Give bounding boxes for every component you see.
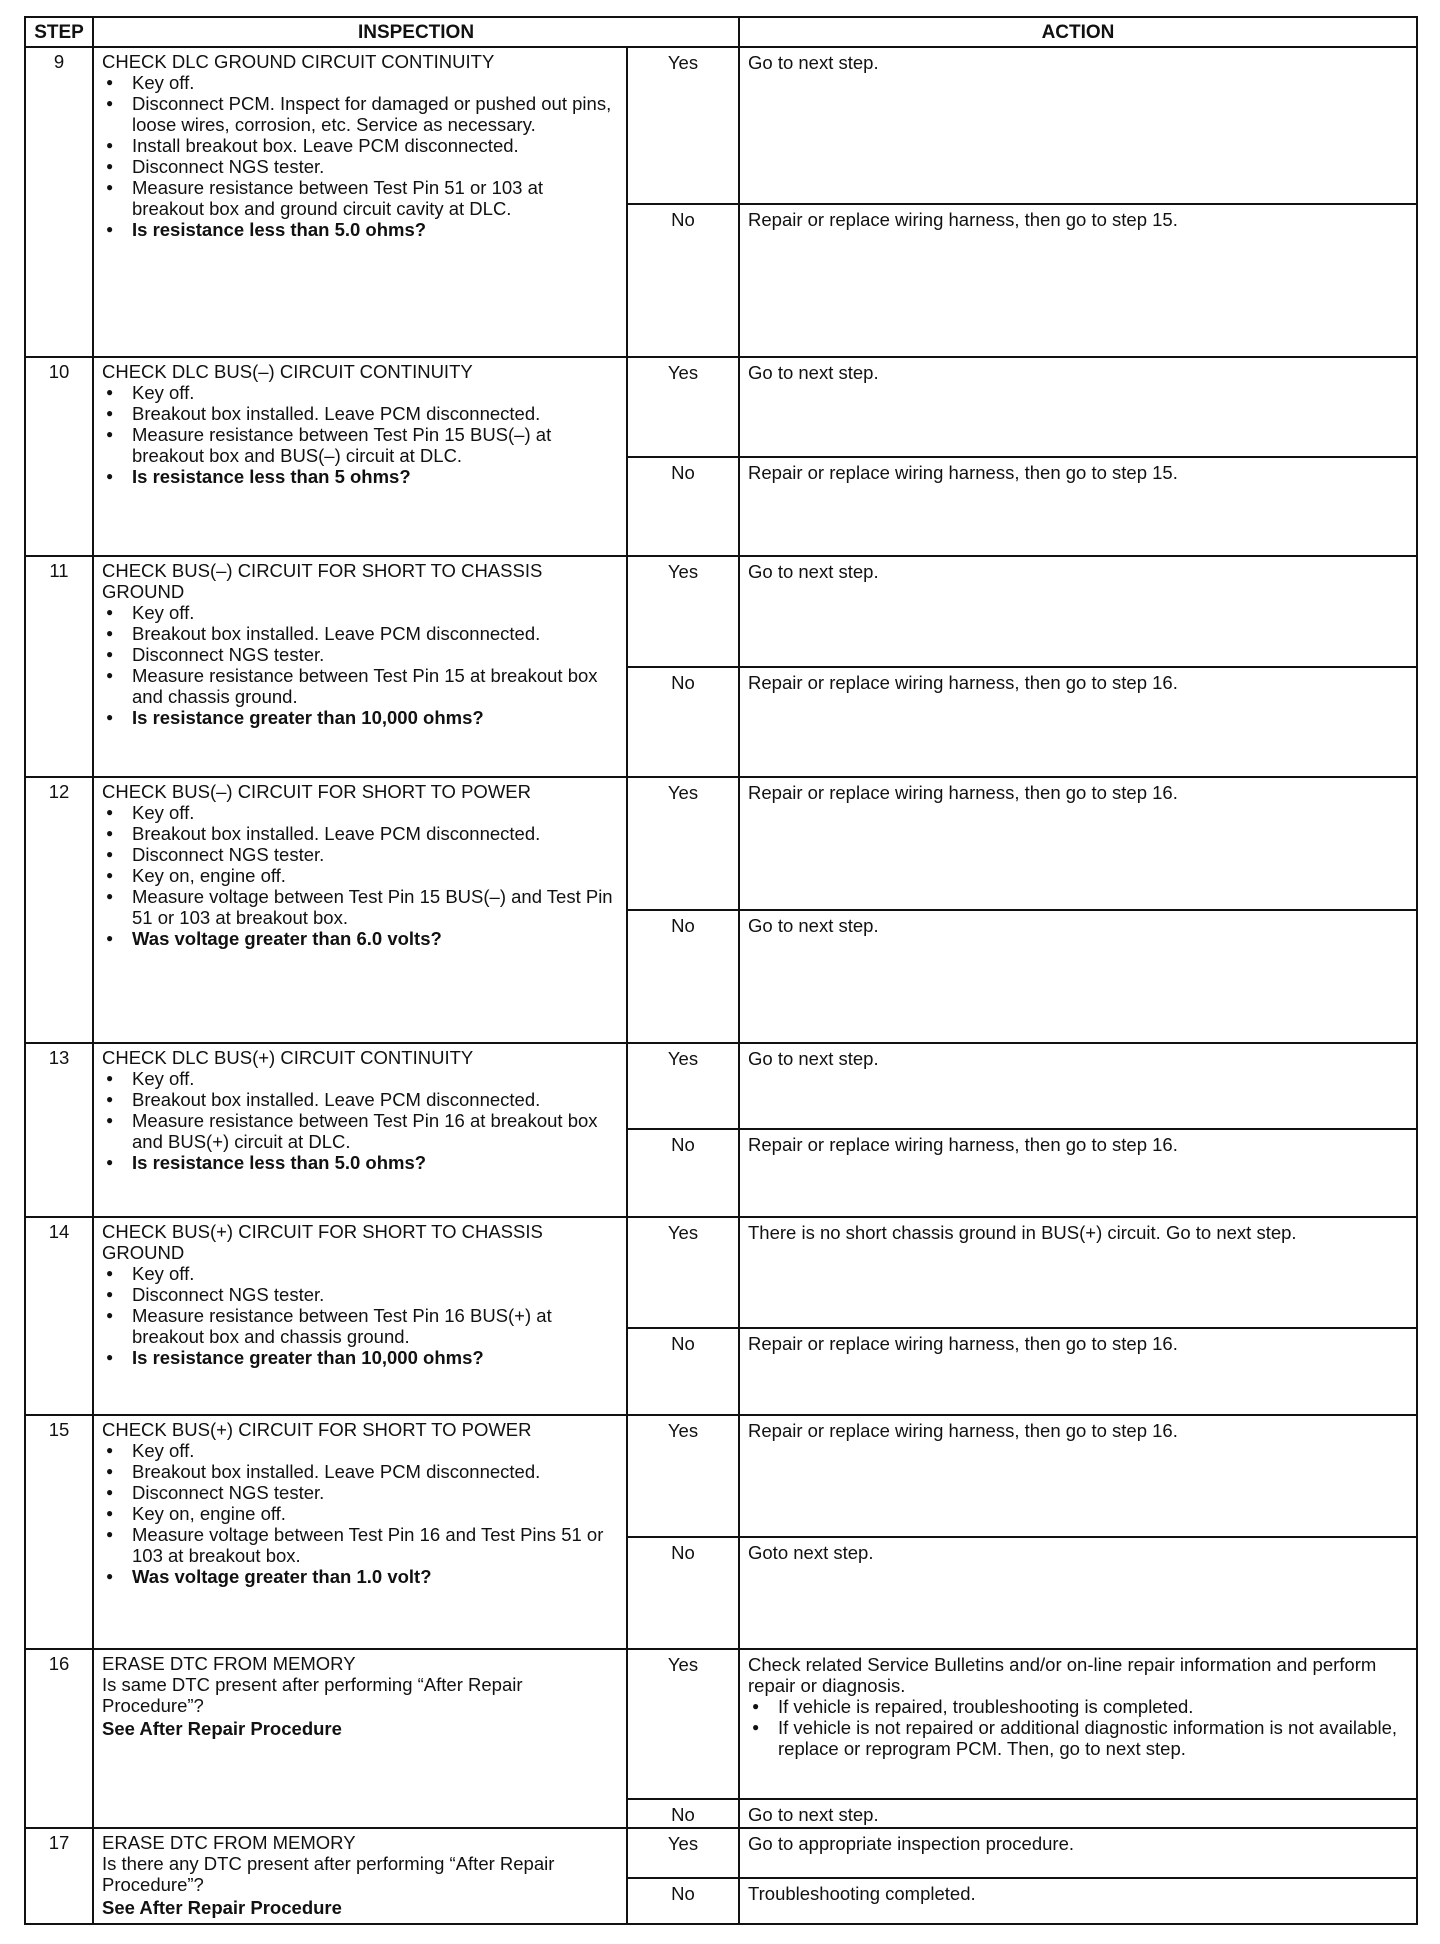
inspection-list [102,1263,618,1368]
inspection-question: ● Is resistance less than 5.0 ohms? [132,1152,618,1173]
list-item: ● Key off. [132,72,618,93]
no-action: Repair or replace wiring harness, then go to step 15. [739,204,1417,357]
inspection-question: ● Is resistance less than 5 ohms? [132,466,618,487]
inspection-text: Is there any DTC present after performing “After Repair Procedure”? [102,1853,555,1895]
step-number: 13 [25,1043,93,1217]
table-row [25,1217,1417,1328]
inspection-text: Is same DTC present after performing “After Repair Procedure”? [102,1674,523,1716]
list-item: ● Disconnect NGS tester. [132,1482,618,1503]
list-item: ● Disconnect NGS tester. [132,156,618,177]
yes-label: Yes [627,556,739,667]
list-item: ● If vehicle is not repaired or additional diagnostic information is not available, replace or reprogram PCM. Then, go to next step. [778,1717,1408,1759]
list-item: ● Measure resistance between Test Pin 51 or 103 at breakout box and ground circuit cavity at DLC. [132,177,618,219]
list-item: ● Measure voltage between Test Pin 15 BUS(–) and Test Pin 51 or 103 at breakout box. [132,886,618,928]
step-number: 11 [25,556,93,777]
list-item: ● Breakout box installed. Leave PCM disconnected. [132,403,618,424]
no-label: No [627,457,739,556]
document-page [24,16,1416,1925]
table-row [25,1415,1417,1537]
inspection-list [102,602,618,728]
no-action: Repair or replace wiring harness, then go to step 16. [739,1129,1417,1217]
list-item: ● Install breakout box. Leave PCM disconnected. [132,135,618,156]
yes-label: Yes [627,1217,739,1328]
inspection-cell [93,1415,627,1649]
list-item: ● Measure resistance between Test Pin 16 at breakout box and BUS(+) circuit at DLC. [132,1110,618,1152]
list-item: ● Disconnect NGS tester. [132,1284,618,1305]
inspection-title: CHECK BUS(–) CIRCUIT FOR SHORT TO CHASSIS GROUND [102,560,543,602]
inspection-list [102,1440,618,1587]
yes-action: Go to appropriate inspection procedure. [739,1828,1417,1878]
header-step: STEP [25,17,93,47]
yes-label: Yes [627,1043,739,1129]
list-item: ● Key off. [132,382,618,403]
no-action: Troubleshooting completed. [739,1878,1417,1924]
list-item: ● Breakout box installed. Leave PCM disconnected. [132,1461,618,1482]
no-action: Repair or replace wiring harness, then go to step 15. [739,457,1417,556]
no-action: Go to next step. [739,910,1417,1043]
list-item: ● Key off. [132,602,618,623]
table-row [25,357,1417,457]
list-item: ● Measure resistance between Test Pin 15 BUS(–) at breakout box and BUS(–) circuit at DLC. [132,424,618,466]
inspection-question: ● Is resistance greater than 10,000 ohms? [132,707,618,728]
no-label: No [627,1799,739,1828]
step-number: 17 [25,1828,93,1924]
yes-action: Go to next step. [739,1043,1417,1129]
inspection-title: CHECK BUS(+) CIRCUIT FOR SHORT TO CHASSIS GROUND [102,1221,543,1263]
inspection-list [102,72,618,240]
inspection-question: ● Is resistance greater than 10,000 ohms? [132,1347,618,1368]
inspection-list [102,382,618,487]
list-item: ● Key off. [132,1263,618,1284]
inspection-cell [93,556,627,777]
list-item: ● If vehicle is repaired, troubleshooting is completed. [778,1696,1408,1717]
list-item: ● Disconnect NGS tester. [132,844,618,865]
table-row [25,1828,1417,1878]
list-item: ● Key off. [132,1068,618,1089]
yes-action: Check related Service Bulletins and/or on-line repair information and perform repair or diagnosis. [748,1654,1377,1696]
header-action: ACTION [739,17,1417,47]
yes-label: Yes [627,1649,739,1799]
step-number: 16 [25,1649,93,1828]
no-label: No [627,1878,739,1924]
inspection-question: ● Was voltage greater than 6.0 volts? [132,928,618,949]
header-inspection: INSPECTION [93,17,739,47]
list-item: ● Measure voltage between Test Pin 16 and Test Pins 51 or 103 at breakout box. [132,1524,618,1566]
inspection-cell [93,357,627,556]
no-label: No [627,910,739,1043]
yes-label: Yes [627,357,739,457]
action-list [748,1696,1408,1759]
list-item: ● Key on, engine off. [132,1503,618,1524]
list-item: ● Breakout box installed. Leave PCM disconnected. [132,623,618,644]
inspection-cell [93,1828,627,1924]
diagnostic-table [24,16,1418,1925]
table-row [25,1043,1417,1129]
inspection-title: ERASE DTC FROM MEMORY [102,1832,356,1853]
yes-action: Go to next step. [739,357,1417,457]
step-number: 14 [25,1217,93,1415]
no-label: No [627,204,739,357]
yes-action: There is no short chassis ground in BUS(+) circuit. Go to next step. [739,1217,1417,1328]
inspection-question: ● Was voltage greater than 1.0 volt? [132,1566,618,1587]
table-row [25,556,1417,667]
table-row [25,47,1417,204]
inspection-question: ● Is resistance less than 5.0 ohms? [132,219,618,240]
yes-action-cell [739,1649,1417,1799]
yes-label: Yes [627,1415,739,1537]
no-label: No [627,1129,739,1217]
inspection-list [102,802,618,949]
no-action: Repair or replace wiring harness, then go to step 16. [739,1328,1417,1415]
see-reference: See After Repair Procedure [102,1718,342,1739]
table-row [25,1649,1417,1799]
inspection-cell [93,777,627,1043]
list-item: ● Measure resistance between Test Pin 15 at breakout box and chassis ground. [132,665,618,707]
list-item: ● Key on, engine off. [132,865,618,886]
step-number: 10 [25,357,93,556]
yes-action: Repair or replace wiring harness, then go to step 16. [739,1415,1417,1537]
yes-action: Go to next step. [739,556,1417,667]
inspection-list [102,1068,618,1173]
no-label: No [627,1328,739,1415]
no-label: No [627,1537,739,1649]
no-label: No [627,667,739,777]
inspection-title: CHECK BUS(+) CIRCUIT FOR SHORT TO POWER [102,1419,532,1440]
table-header-row [25,17,1417,47]
list-item: ● Key off. [132,1440,618,1461]
yes-label: Yes [627,777,739,910]
inspection-title: CHECK BUS(–) CIRCUIT FOR SHORT TO POWER [102,781,531,802]
inspection-title: CHECK DLC BUS(–) CIRCUIT CONTINUITY [102,361,473,382]
list-item: ● Key off. [132,802,618,823]
yes-action: Repair or replace wiring harness, then go to step 16. [739,777,1417,910]
inspection-title: ERASE DTC FROM MEMORY [102,1653,356,1674]
inspection-title: CHECK DLC BUS(+) CIRCUIT CONTINUITY [102,1047,474,1068]
see-reference: See After Repair Procedure [102,1897,342,1918]
inspection-title: CHECK DLC GROUND CIRCUIT CONTINUITY [102,51,495,72]
step-number: 12 [25,777,93,1043]
no-action: Go to next step. [739,1799,1417,1828]
step-number: 9 [25,47,93,357]
yes-label: Yes [627,47,739,204]
inspection-cell [93,1043,627,1217]
inspection-cell [93,1649,627,1828]
table-row [25,777,1417,910]
no-action: Goto next step. [739,1537,1417,1649]
step-number: 15 [25,1415,93,1649]
inspection-cell [93,47,627,357]
inspection-cell [93,1217,627,1415]
no-action: Repair or replace wiring harness, then go to step 16. [739,667,1417,777]
list-item: ● Measure resistance between Test Pin 16 BUS(+) at breakout box and chassis ground. [132,1305,618,1347]
list-item: ● Breakout box installed. Leave PCM disconnected. [132,1089,618,1110]
list-item: ● Disconnect PCM. Inspect for damaged or pushed out pins, loose wires, corrosion, etc. Service as necessary. [132,93,618,135]
list-item: ● Breakout box installed. Leave PCM disconnected. [132,823,618,844]
list-item: ● Disconnect NGS tester. [132,644,618,665]
yes-action: Go to next step. [739,47,1417,204]
yes-label: Yes [627,1828,739,1878]
